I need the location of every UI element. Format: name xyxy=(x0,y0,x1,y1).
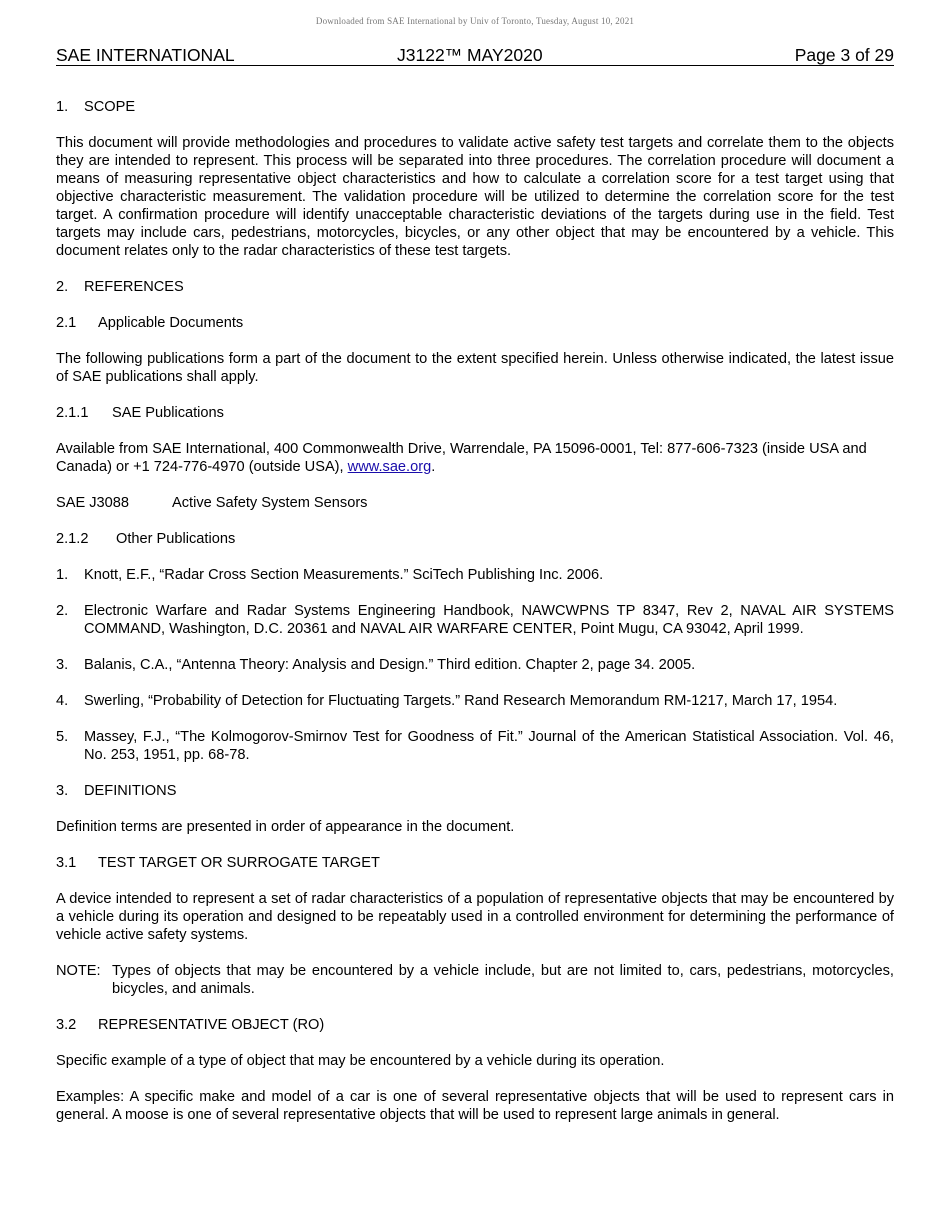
subsection-number: 2.1.2 xyxy=(56,531,89,547)
test-target-definition: A device intended to represent a set of radar characteristics of a population of representative objects that may be encountered by a vehicle during its operation and designed to be repeatably used in a controlled environment for determining the performance of vehicle active safety systems. xyxy=(56,891,894,943)
sae-publications-paragraph xyxy=(56,440,894,476)
sae-document-entry xyxy=(56,494,894,512)
sae-address-end: . xyxy=(431,459,436,475)
subsection-number: 2.1.1 xyxy=(56,405,89,421)
section-number: 2. xyxy=(56,279,69,295)
header-doc-id: J3122™ MAY2020 xyxy=(397,45,543,65)
note-label: NOTE: xyxy=(56,963,101,979)
document-body xyxy=(56,98,894,1142)
subsection-title: TEST TARGET OR SURROGATE TARGET xyxy=(98,855,380,871)
section-title: SCOPE xyxy=(84,99,136,115)
document-code: SAE J3088 xyxy=(56,495,130,511)
reference-item xyxy=(56,602,894,638)
representative-object-definition: Specific example of a type of object that may be encountered by a vehicle during its operation. xyxy=(56,1053,665,1069)
subsection-applicable-documents xyxy=(56,314,894,332)
reference-text: Knott, E.F., “Radar Cross Section Measurements.” SciTech Publishing Inc. 2006. xyxy=(84,567,604,583)
reference-item xyxy=(56,566,894,584)
subsection-representative-object xyxy=(56,1016,894,1034)
test-target-note xyxy=(56,962,894,998)
scope-paragraph: This document will provide methodologies and procedures to validate active safety test targets and correlate them to the objects they are intended to represent. This process will be separated into three procedures. The correlation procedure will document a means of measuring representative object characteristics and how to calculate a correlation score for a test target using that objective characteristic measurement. The validation procedure will be utilized to determine the correlation score for the test target. A confirmation procedure will identify unacceptable characteristic deviations of the targets during use in the field. Test targets may include cars, pedestrians, motorcycles, bicycles, or any other object that may be encountered by a vehicle. This document relates only to the radar characteristics of these test targets. xyxy=(56,135,894,259)
reference-number: 4. xyxy=(56,693,69,709)
subsection-number: 3.1 xyxy=(56,855,77,871)
sae-address-text: Available from SAE International, 400 Commonwealth Drive, Warrendale, PA 15096-0001, Tel: 877-606-7323 (inside USA and Canada) or +1 724-776-4970 (outside USA), xyxy=(56,441,867,475)
reference-number: 5. xyxy=(56,729,69,745)
reference-item xyxy=(56,656,894,674)
reference-item xyxy=(56,728,894,764)
applicable-documents-paragraph: The following publications form a part of the document to the extent specified herein. Unless otherwise indicated, the latest issue of SAE publications shall apply. xyxy=(56,351,894,385)
section-number: 3. xyxy=(56,783,69,799)
subsection-test-target xyxy=(56,854,894,872)
subsection-title: Applicable Documents xyxy=(98,315,244,331)
subsection-sae-publications xyxy=(56,404,894,422)
header-org: SAE INTERNATIONAL xyxy=(56,45,235,65)
document-title: Active Safety System Sensors xyxy=(172,495,368,511)
reference-text: Electronic Warfare and Radar Systems Engineering Handbook, NAWCWPNS TP 8347, Rev 2, NAVAL AIR SYSTEMS COMMAND, Washington, D.C. 20361 and NAVAL AIR WARFARE CENTER, Point Mugu, CA 93042, April 1999. xyxy=(84,603,894,637)
reference-number: 1. xyxy=(56,567,69,583)
section-scope-heading xyxy=(56,98,894,116)
subsection-number: 3.2 xyxy=(56,1017,77,1033)
subsection-title: SAE Publications xyxy=(112,405,224,421)
header-page-number: Page 3 of 29 xyxy=(794,45,894,65)
section-definitions-heading xyxy=(56,782,894,800)
reference-number: 2. xyxy=(56,603,69,619)
representative-object-examples: Examples: A specific make and model of a car is one of several representative objects that will be used to represent cars in general. A moose is one of several representative objects that will be used to represent large animals in general. xyxy=(56,1089,894,1123)
reference-item xyxy=(56,692,894,710)
page-header xyxy=(56,45,894,66)
download-notice: Downloaded from SAE International by Univ of Toronto, Tuesday, August 10, 2021 xyxy=(315,16,635,26)
sae-website-link[interactable]: www.sae.org xyxy=(347,459,432,475)
reference-text: Balanis, C.A., “Antenna Theory: Analysis and Design.” Third edition. Chapter 2, page 34. 2005. xyxy=(84,657,696,673)
subsection-number: 2.1 xyxy=(56,315,77,331)
note-text: Types of objects that may be encountered by a vehicle include, but are not limited to, cars, pedestrians, motorcycles, bicycles, and animals. xyxy=(112,963,894,997)
subsection-title: REPRESENTATIVE OBJECT (RO) xyxy=(98,1017,325,1033)
reference-number: 3. xyxy=(56,657,69,673)
reference-text: Massey, F.J., “The Kolmogorov-Smirnov Test for Goodness of Fit.” Journal of the American Statistical Association. Vol. 46, No. 253, 1951, pp. 68-78. xyxy=(84,729,894,763)
subsection-title: Other Publications xyxy=(116,531,236,547)
section-title: REFERENCES xyxy=(84,279,184,295)
section-references-heading xyxy=(56,278,894,296)
section-title: DEFINITIONS xyxy=(84,783,177,799)
subsection-other-publications xyxy=(56,530,894,548)
section-number: 1. xyxy=(56,99,69,115)
reference-text: Swerling, “Probability of Detection for Fluctuating Targets.” Rand Research Memorandum RM-1217, March 17, 1954. xyxy=(84,693,838,709)
definitions-intro: Definition terms are presented in order of appearance in the document. xyxy=(56,819,515,835)
